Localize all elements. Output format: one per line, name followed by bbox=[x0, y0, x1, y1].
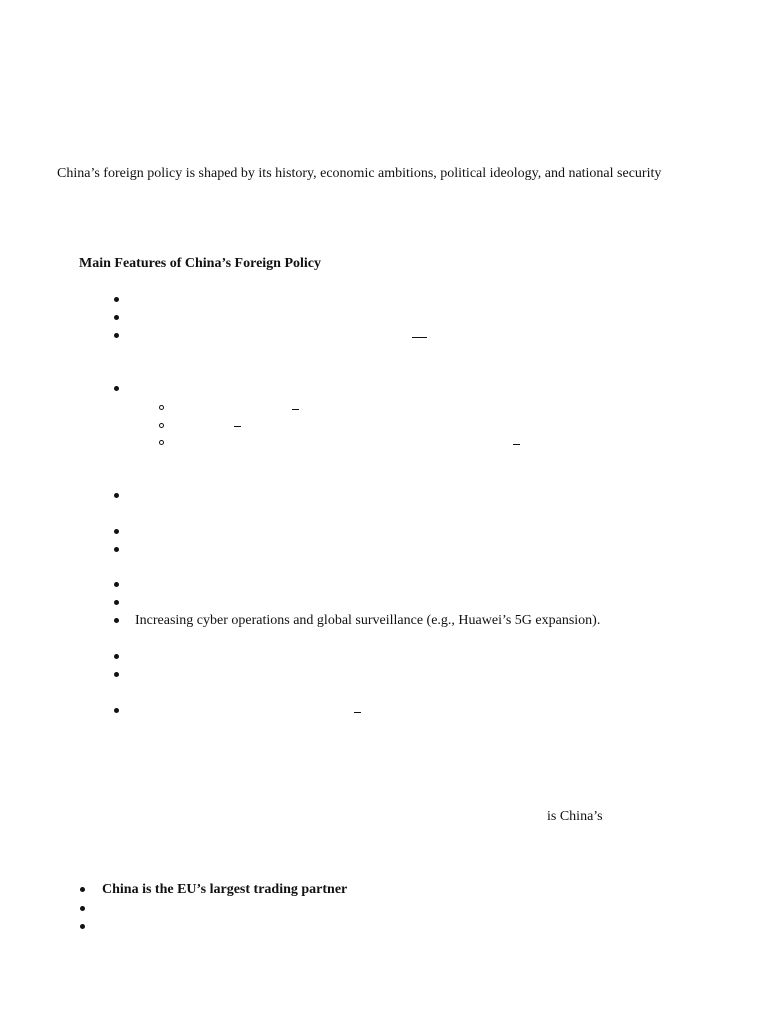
bullet-marker bbox=[114, 708, 119, 713]
bullet-marker bbox=[114, 529, 119, 534]
bullet-marker bbox=[114, 582, 119, 587]
dash-mark bbox=[513, 444, 520, 445]
bullet-marker bbox=[114, 672, 119, 677]
bullet-marker bbox=[80, 906, 85, 911]
eu-trade-bullet-text: China is the EU’s largest trading partner bbox=[102, 882, 348, 897]
bullet-marker bbox=[114, 297, 119, 302]
bullet-marker bbox=[114, 493, 119, 498]
dash-mark bbox=[292, 409, 299, 410]
sub-bullet-marker bbox=[159, 405, 164, 410]
bullet-marker bbox=[114, 547, 119, 552]
bullet-marker bbox=[114, 386, 119, 391]
text-fragment: is China’s bbox=[547, 809, 603, 824]
bullet-marker bbox=[114, 654, 119, 659]
bullet-marker bbox=[114, 315, 119, 320]
dash-mark bbox=[354, 712, 361, 713]
cyber-bullet-text: Increasing cyber operations and global surveillance (e.g., Huawei’s 5G expansion). bbox=[135, 613, 601, 628]
sub-bullet-marker bbox=[159, 440, 164, 445]
section-heading: Main Features of China’s Foreign Policy bbox=[79, 256, 321, 271]
intro-paragraph: China’s foreign policy is shaped by its history, economic ambitions, political ideology, and national security bbox=[57, 166, 662, 181]
bullet-marker bbox=[114, 600, 119, 605]
bullet-marker bbox=[114, 333, 119, 338]
bullet-marker bbox=[114, 618, 119, 623]
dash-mark bbox=[234, 426, 241, 427]
bullet-marker bbox=[80, 887, 85, 892]
em-dash-mark bbox=[412, 337, 427, 338]
sub-bullet-marker bbox=[159, 423, 164, 428]
bullet-marker bbox=[80, 924, 85, 929]
